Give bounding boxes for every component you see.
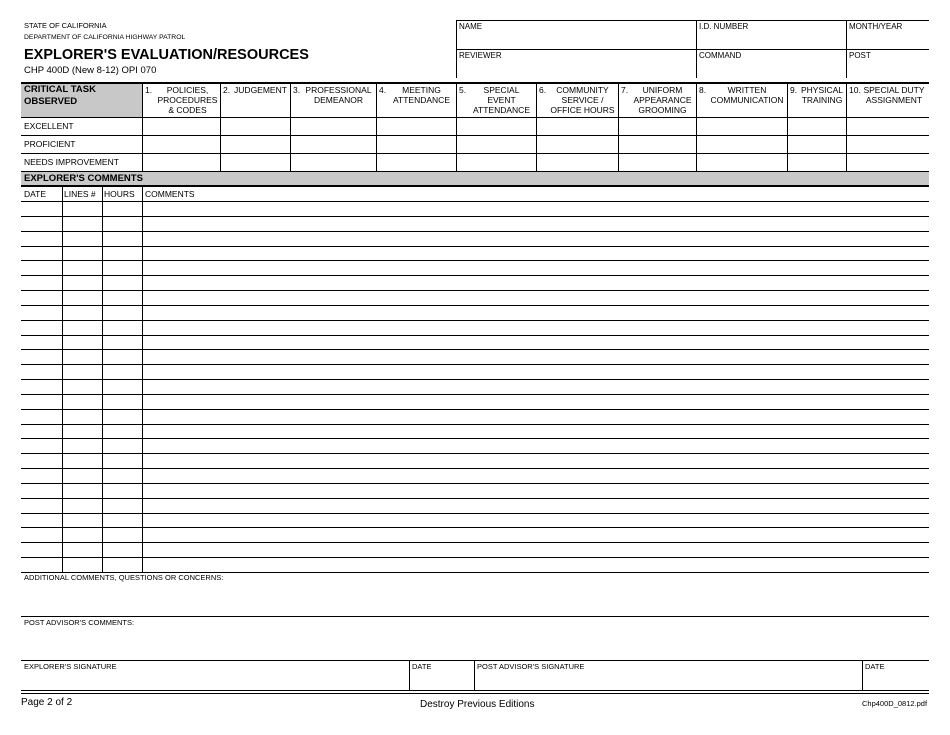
log-row-line (21, 305, 929, 306)
col-header-written: 8. WRITTEN COMMUNICATION (699, 85, 784, 105)
col-header-special-duty: 10. SPECIAL DUTY ASSIGNMENT (849, 85, 925, 105)
critical-task-label: CRITICAL TASK (24, 84, 96, 95)
log-row-line (21, 424, 929, 425)
state-name: STATE OF CALIFORNIA (24, 21, 107, 30)
log-row-line (21, 527, 929, 528)
col-lines-label: LINES # (64, 189, 96, 199)
col-header-judgement: 2. JUDGEMENT (223, 85, 287, 95)
log-row-line (21, 394, 929, 395)
log-row-line (21, 349, 929, 350)
explorer-signature-field[interactable] (22, 672, 408, 689)
explorer-signature-label: EXPLORER'S SIGNATURE (24, 662, 117, 671)
department-name: DEPARTMENT OF CALIFORNIA HIGHWAY PATROL (24, 34, 186, 41)
command-field[interactable] (697, 61, 845, 77)
advisor-date-label: DATE (865, 662, 885, 671)
post-label: POST (849, 51, 871, 60)
explorer-date-field[interactable] (410, 672, 473, 689)
post-advisor-comments-label: POST ADVISOR'S COMMENTS: (24, 618, 135, 627)
col-hours-label: HOURS (104, 189, 135, 199)
explorer-date-label: DATE (412, 662, 432, 671)
post-advisor-rule (21, 616, 929, 617)
reviewer-label: REVIEWER (459, 51, 502, 60)
log-row-line (21, 201, 929, 202)
id-number-field[interactable] (697, 32, 845, 48)
col-header-community: 6. COMMUNITY SERVICE / OFFICE HOURS (539, 85, 615, 115)
destroy-notice: Destroy Previous Editions (420, 699, 535, 710)
log-row-line (21, 290, 929, 291)
name-label: NAME (459, 22, 483, 31)
log-row-line (21, 364, 929, 365)
month-year-field[interactable] (847, 32, 929, 48)
col-header-meeting: 4. MEETING ATTENDANCE (379, 85, 450, 105)
log-row-line (21, 409, 929, 410)
log-row-line (21, 483, 929, 484)
form-title: EXPLORER'S EVALUATION/RESOURCES (24, 47, 309, 63)
col-header-uniform: 7. UNIFORM APPEARANCE GROOMING (621, 85, 692, 115)
log-row-line (21, 542, 929, 543)
log-row-line (21, 335, 929, 336)
file-name: Chp400D_0812.pdf (862, 699, 928, 708)
log-row-line (21, 438, 929, 439)
command-label: COMMAND (699, 51, 742, 60)
id-number-label: I.D. NUMBER (699, 22, 749, 31)
col-header-policies: 1. POLICIES, PROCEDURES & CODES (145, 85, 218, 115)
row-label-needs-improvement: NEEDS IMPROVEMENT (24, 157, 119, 167)
log-row-line (21, 216, 929, 217)
form-number: CHP 400D (New 8-12) OPI 070 (24, 65, 157, 76)
row-label-excellent: EXCELLENT (24, 121, 74, 131)
log-row-line (21, 260, 929, 261)
advisor-signature-label: POST ADVISOR'S SIGNATURE (477, 662, 585, 671)
name-field[interactable] (457, 32, 695, 48)
post-field[interactable] (847, 61, 929, 77)
comments-heading-rule (21, 185, 929, 187)
log-row-line (21, 453, 929, 454)
col-header-physical: 9. PHYSICAL TRAINING (790, 85, 844, 105)
col-date-label: DATE (24, 189, 47, 199)
page-number: Page 2 of 2 (21, 697, 73, 708)
log-row-line (21, 498, 929, 499)
log-row-line (21, 246, 929, 247)
log-row-line (21, 513, 929, 514)
col-header-demeanor: 3. PROFESSIONAL DEMEANOR (293, 85, 372, 105)
observed-label: OBSERVED (24, 96, 78, 107)
reviewer-field[interactable] (457, 61, 695, 77)
row-label-proficient: PROFICIENT (24, 139, 76, 149)
log-row-line (21, 557, 929, 558)
comments-heading-bg (21, 172, 929, 185)
log-row-line (21, 379, 929, 380)
log-row-line (21, 231, 929, 232)
additional-comments-field[interactable] (21, 584, 929, 615)
col-header-special-event: 5. SPECIAL EVENT ATTENDANCE (459, 85, 530, 115)
col-comments-label: COMMENTS (145, 189, 195, 199)
post-advisor-comments-field[interactable] (21, 629, 929, 659)
advisor-signature-field[interactable] (475, 672, 861, 689)
comments-heading: EXPLORER'S COMMENTS (24, 173, 143, 184)
log-row-line (21, 275, 929, 276)
advisor-date-field[interactable] (863, 672, 929, 689)
month-year-label: MONTH/YEAR (849, 22, 903, 31)
log-row-line (21, 468, 929, 469)
additional-comments-label: ADDITIONAL COMMENTS, QUESTIONS OR CONCERNS: (24, 573, 224, 582)
log-row-line (21, 320, 929, 321)
